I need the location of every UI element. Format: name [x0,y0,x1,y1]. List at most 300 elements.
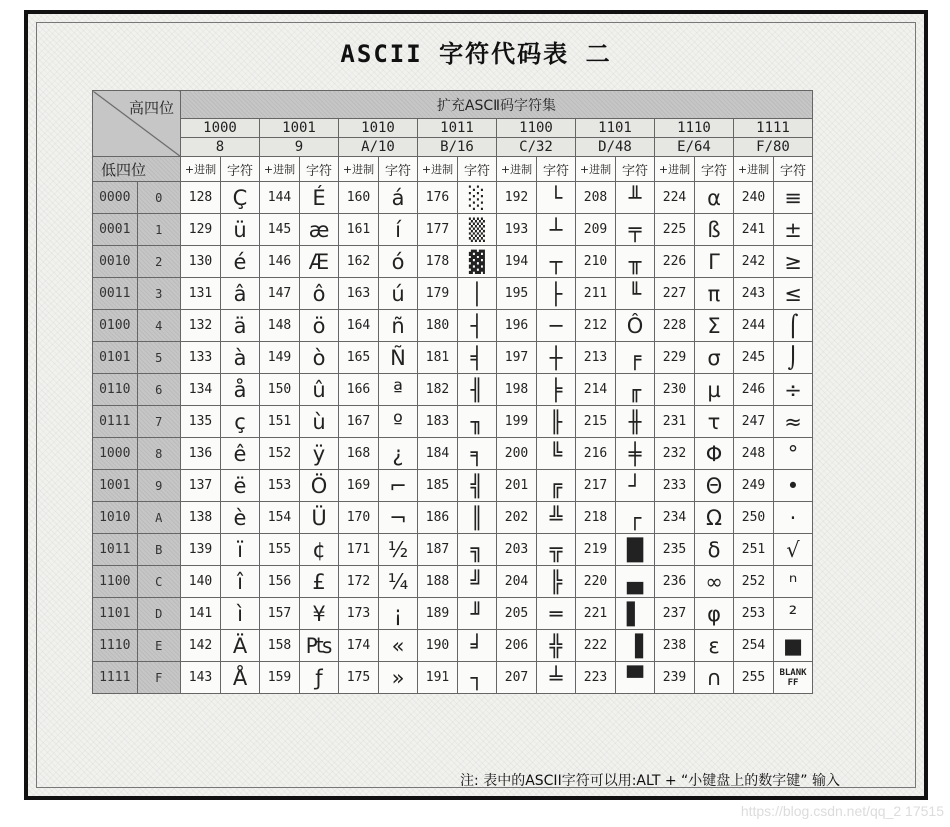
decimal-code: 249 [734,470,774,502]
decimal-code: 175 [339,662,379,694]
character-glyph: ╧ [537,662,576,694]
decimal-code: 239 [655,662,695,694]
decimal-code: 234 [655,502,695,534]
character-glyph: ó [379,246,418,278]
decimal-code: 247 [734,406,774,438]
decimal-code: 193 [497,214,537,246]
decimal-code: 222 [576,630,616,662]
character-glyph: ╝ [458,566,497,598]
character-glyph: Γ [695,246,734,278]
decimal-code: 167 [339,406,379,438]
character-glyph: ê [221,438,260,470]
character-glyph: Ô [616,310,655,342]
character-glyph: ù [300,406,339,438]
character-glyph: ▄ [616,566,655,598]
column-binary-header: 1111 [734,119,813,138]
character-glyph: ô [300,278,339,310]
character-glyph: â [221,278,260,310]
decimal-code: 250 [734,502,774,534]
decimal-code: 201 [497,470,537,502]
character-glyph: ¡ [379,598,418,630]
row-binary-label: 1111 [93,662,138,694]
character-glyph: ┴ [537,214,576,246]
character-glyph: ╩ [537,502,576,534]
character-glyph: α [695,182,734,214]
decimal-code: 207 [497,662,537,694]
character-glyph: ² [774,598,813,630]
decimal-column-label: +进制 [181,157,221,182]
column-hex-header: 9 [260,138,339,157]
row-binary-label: 0110 [93,374,138,406]
character-glyph: ╟ [537,406,576,438]
row-binary-label: 0010 [93,246,138,278]
decimal-code: 209 [576,214,616,246]
decimal-code: 214 [576,374,616,406]
character-glyph: ═ [537,598,576,630]
column-hex-header: 8 [181,138,260,157]
row-binary-label: 1101 [93,598,138,630]
decimal-code: 194 [497,246,537,278]
decimal-code: 162 [339,246,379,278]
character-glyph: ≥ [774,246,813,278]
column-binary-header: 1011 [418,119,497,138]
decimal-column-label: +进制 [418,157,458,182]
column-hex-header: B/16 [418,138,497,157]
decimal-code: 206 [497,630,537,662]
character-glyph: ║ [458,502,497,534]
decimal-code: 217 [576,470,616,502]
decimal-code: 213 [576,342,616,374]
character-glyph: ┤ [458,310,497,342]
row-binary-label: 1011 [93,534,138,566]
decimal-code: 232 [655,438,695,470]
character-glyph: ö [300,310,339,342]
character-glyph: æ [300,214,339,246]
row-binary-label: 0101 [93,342,138,374]
row-hex-label: D [137,598,181,630]
column-hex-header: D/48 [576,138,655,157]
decimal-code: 158 [260,630,300,662]
decimal-code: 135 [181,406,221,438]
row-binary-label: 0011 [93,278,138,310]
character-glyph: ┘ [616,470,655,502]
decimal-code: 195 [497,278,537,310]
decimal-code: 220 [576,566,616,598]
decimal-code: 243 [734,278,774,310]
character-glyph: ∩ [695,662,734,694]
character-glyph: Æ [300,246,339,278]
char-column-label: 字符 [774,157,813,182]
char-column-label: 字符 [695,157,734,182]
character-glyph: » [379,662,418,694]
character-glyph: ╖ [458,406,497,438]
corner-header [93,91,181,157]
corner-high-label: 高四位 [128,99,174,117]
character-glyph: ╥ [616,246,655,278]
decimal-code: 197 [497,342,537,374]
binary-header-row [93,119,813,138]
character-glyph: ╬ [537,630,576,662]
column-hex-header: E/64 [655,138,734,157]
character-glyph: ò [300,342,339,374]
decimal-code: 188 [418,566,458,598]
character-glyph: ░ [458,182,497,214]
row-binary-label: 0000 [93,182,138,214]
decimal-code: 138 [181,502,221,534]
decimal-code: 149 [260,342,300,374]
decimal-code: 128 [181,182,221,214]
char-column-label: 字符 [616,157,655,182]
group-title: 扩充ASCⅡ码字符集 [181,91,813,119]
decimal-code: 210 [576,246,616,278]
decimal-code: 145 [260,214,300,246]
column-label-row [93,157,813,182]
character-glyph: │ [458,278,497,310]
character-glyph: δ [695,534,734,566]
table-row [93,310,813,342]
decimal-code: 181 [418,342,458,374]
decimal-code: 179 [418,278,458,310]
character-glyph: ë [221,470,260,502]
decimal-code: 196 [497,310,537,342]
decimal-code: 161 [339,214,379,246]
decimal-code: 212 [576,310,616,342]
decimal-code: 143 [181,662,221,694]
character-glyph: π [695,278,734,310]
row-binary-label: 0100 [93,310,138,342]
character-glyph: í [379,214,418,246]
row-hex-label: 2 [137,246,181,278]
decimal-code: 160 [339,182,379,214]
character-glyph: ñ [379,310,418,342]
decimal-code: 137 [181,470,221,502]
decimal-code: 153 [260,470,300,502]
character-glyph: ╜ [458,598,497,630]
decimal-code: 173 [339,598,379,630]
character-glyph: ╞ [537,374,576,406]
decimal-code: 221 [576,598,616,630]
decimal-code: 237 [655,598,695,630]
character-glyph: ï [221,534,260,566]
page-title: ASCII 字符代码表 二 [340,40,612,68]
decimal-code: 146 [260,246,300,278]
character-glyph: ÿ [300,438,339,470]
character-glyph: ⌐ [379,470,418,502]
row-hex-label: A [137,502,181,534]
table-row [93,246,813,278]
decimal-column-label: +进制 [497,157,537,182]
character-glyph: ¼ [379,566,418,598]
decimal-code: 200 [497,438,537,470]
decimal-code: 192 [497,182,537,214]
character-glyph: ╨ [616,182,655,214]
decimal-code: 228 [655,310,695,342]
character-glyph: ╫ [616,406,655,438]
decimal-code: 133 [181,342,221,374]
character-glyph: á [379,182,418,214]
character-glyph: à [221,342,260,374]
character-glyph: φ [695,598,734,630]
decimal-code: 244 [734,310,774,342]
decimal-column-label: +进制 [260,157,300,182]
column-binary-header: 1100 [497,119,576,138]
decimal-code: 132 [181,310,221,342]
row-hex-label: 8 [137,438,181,470]
character-glyph: √ [774,534,813,566]
character-glyph: ╔ [537,470,576,502]
character-glyph: ╢ [458,374,497,406]
chart-frame [24,10,928,800]
decimal-code: 142 [181,630,221,662]
character-glyph: Ω [695,502,734,534]
decimal-code: 229 [655,342,695,374]
column-hex-header: F/80 [734,138,813,157]
decimal-code: 184 [418,438,458,470]
character-glyph: BLANK FF [774,662,813,694]
character-glyph: ▌ [616,598,655,630]
decimal-code: 163 [339,278,379,310]
decimal-code: 252 [734,566,774,598]
character-glyph: ¢ [300,534,339,566]
character-glyph: ª [379,374,418,406]
character-glyph: é [221,246,260,278]
character-glyph: ▓ [458,246,497,278]
character-glyph: ì [221,598,260,630]
character-glyph: Θ [695,470,734,502]
character-glyph: ─ [537,310,576,342]
character-glyph: σ [695,342,734,374]
decimal-column-label: +进制 [655,157,695,182]
decimal-code: 246 [734,374,774,406]
decimal-code: 140 [181,566,221,598]
column-hex-header: A/10 [339,138,418,157]
decimal-code: 218 [576,502,616,534]
decimal-code: 141 [181,598,221,630]
column-hex-header: C/32 [497,138,576,157]
character-glyph: • [774,470,813,502]
character-glyph: ƒ [300,662,339,694]
decimal-code: 159 [260,662,300,694]
decimal-code: 177 [418,214,458,246]
character-glyph: Ä [221,630,260,662]
decimal-column-label: +进制 [734,157,774,182]
table-row [93,662,813,694]
character-glyph: ≡ [774,182,813,214]
decimal-code: 242 [734,246,774,278]
decimal-code: 174 [339,630,379,662]
row-hex-label: 4 [137,310,181,342]
character-glyph: ° [774,438,813,470]
row-hex-label: 5 [137,342,181,374]
character-glyph: µ [695,374,734,406]
decimal-code: 254 [734,630,774,662]
row-hex-label: 0 [137,182,181,214]
decimal-code: 225 [655,214,695,246]
character-glyph: ┬ [537,246,576,278]
decimal-code: 156 [260,566,300,598]
row-binary-label: 0111 [93,406,138,438]
character-glyph: ▒ [458,214,497,246]
decimal-code: 211 [576,278,616,310]
character-glyph: Ö [300,470,339,502]
character-glyph: ß [695,214,734,246]
decimal-code: 216 [576,438,616,470]
row-hex-label: 7 [137,406,181,438]
footnote: 注: 表中的ASCII字符可以用:ALT + “小键盘上的数字键” 输入 [460,773,840,789]
table-row [93,406,813,438]
decimal-code: 205 [497,598,537,630]
table-body [93,182,813,694]
row-hex-label: 9 [137,470,181,502]
row-hex-label: C [137,566,181,598]
decimal-code: 227 [655,278,695,310]
decimal-code: 157 [260,598,300,630]
character-glyph: è [221,502,260,534]
table-row [93,566,813,598]
character-glyph: ü [221,214,260,246]
column-binary-header: 1000 [181,119,260,138]
row-binary-label: 1001 [93,470,138,502]
decimal-code: 171 [339,534,379,566]
char-column-label: 字符 [379,157,418,182]
decimal-code: 208 [576,182,616,214]
row-hex-label: F [137,662,181,694]
ascii-table [92,90,813,694]
character-glyph: ╛ [458,630,497,662]
corner-low-label: 低四位 [93,157,181,182]
character-glyph: º [379,406,418,438]
char-column-label: 字符 [221,157,260,182]
decimal-code: 191 [418,662,458,694]
decimal-column-label: +进制 [339,157,379,182]
decimal-code: 129 [181,214,221,246]
decimal-column-label: +进制 [576,157,616,182]
table-row [93,598,813,630]
character-glyph: Ç [221,182,260,214]
character-glyph: ╤ [616,214,655,246]
character-glyph: ¿ [379,438,418,470]
decimal-code: 154 [260,502,300,534]
decimal-code: 151 [260,406,300,438]
character-glyph: └ [537,182,576,214]
character-glyph: ÷ [774,374,813,406]
decimal-code: 147 [260,278,300,310]
char-column-label: 字符 [458,157,497,182]
row-binary-label: 1010 [93,502,138,534]
decimal-code: 198 [497,374,537,406]
char-column-label: 字符 [537,157,576,182]
table-row [93,534,813,566]
character-glyph: ₧ [300,630,339,662]
decimal-code: 204 [497,566,537,598]
character-glyph: ╪ [616,438,655,470]
decimal-code: 139 [181,534,221,566]
column-binary-header: 1110 [655,119,734,138]
character-glyph: ╣ [458,470,497,502]
character-glyph: £ [300,566,339,598]
character-glyph: ¬ [379,502,418,534]
hex-header-row [93,138,813,157]
decimal-code: 190 [418,630,458,662]
decimal-code: 148 [260,310,300,342]
character-glyph: û [300,374,339,406]
decimal-code: 202 [497,502,537,534]
character-glyph: ç [221,406,260,438]
decimal-code: 172 [339,566,379,598]
character-glyph: ⌡ [774,342,813,374]
decimal-code: 176 [418,182,458,214]
character-glyph: █ [616,534,655,566]
column-binary-header: 1101 [576,119,655,138]
decimal-code: 150 [260,374,300,406]
decimal-code: 152 [260,438,300,470]
table-row [93,278,813,310]
row-binary-label: 1100 [93,566,138,598]
character-glyph: ┼ [537,342,576,374]
character-glyph: ε [695,630,734,662]
character-glyph: ± [774,214,813,246]
decimal-code: 240 [734,182,774,214]
table-row [93,214,813,246]
decimal-code: 182 [418,374,458,406]
character-glyph: É [300,182,339,214]
decimal-code: 178 [418,246,458,278]
table-row [93,630,813,662]
character-glyph: ä [221,310,260,342]
decimal-code: 189 [418,598,458,630]
row-hex-label: 1 [137,214,181,246]
decimal-code: 180 [418,310,458,342]
decimal-code: 183 [418,406,458,438]
column-binary-header: 1001 [260,119,339,138]
decimal-code: 223 [576,662,616,694]
decimal-code: 170 [339,502,379,534]
decimal-code: 199 [497,406,537,438]
decimal-code: 215 [576,406,616,438]
character-glyph: ┐ [458,662,497,694]
decimal-code: 231 [655,406,695,438]
character-glyph: ⌠ [774,310,813,342]
decimal-code: 186 [418,502,458,534]
decimal-code: 166 [339,374,379,406]
character-glyph: ╕ [458,438,497,470]
character-glyph: ≤ [774,278,813,310]
table-row [93,470,813,502]
character-glyph: τ [695,406,734,438]
decimal-code: 203 [497,534,537,566]
character-glyph: « [379,630,418,662]
character-glyph: Σ [695,310,734,342]
character-glyph: ╙ [616,278,655,310]
character-glyph: ∞ [695,566,734,598]
character-glyph: ½ [379,534,418,566]
character-glyph: ╡ [458,342,497,374]
decimal-code: 241 [734,214,774,246]
decimal-code: 169 [339,470,379,502]
watermark: https://blog.csdn.net/qq_2 17515 [740,803,944,819]
decimal-code: 236 [655,566,695,598]
decimal-code: 164 [339,310,379,342]
decimal-code: 144 [260,182,300,214]
decimal-code: 131 [181,278,221,310]
character-glyph: ¥ [300,598,339,630]
character-glyph: ≈ [774,406,813,438]
row-binary-label: 0001 [93,214,138,246]
character-glyph: ┌ [616,502,655,534]
character-glyph: Φ [695,438,734,470]
character-glyph: ╒ [616,342,655,374]
decimal-code: 226 [655,246,695,278]
